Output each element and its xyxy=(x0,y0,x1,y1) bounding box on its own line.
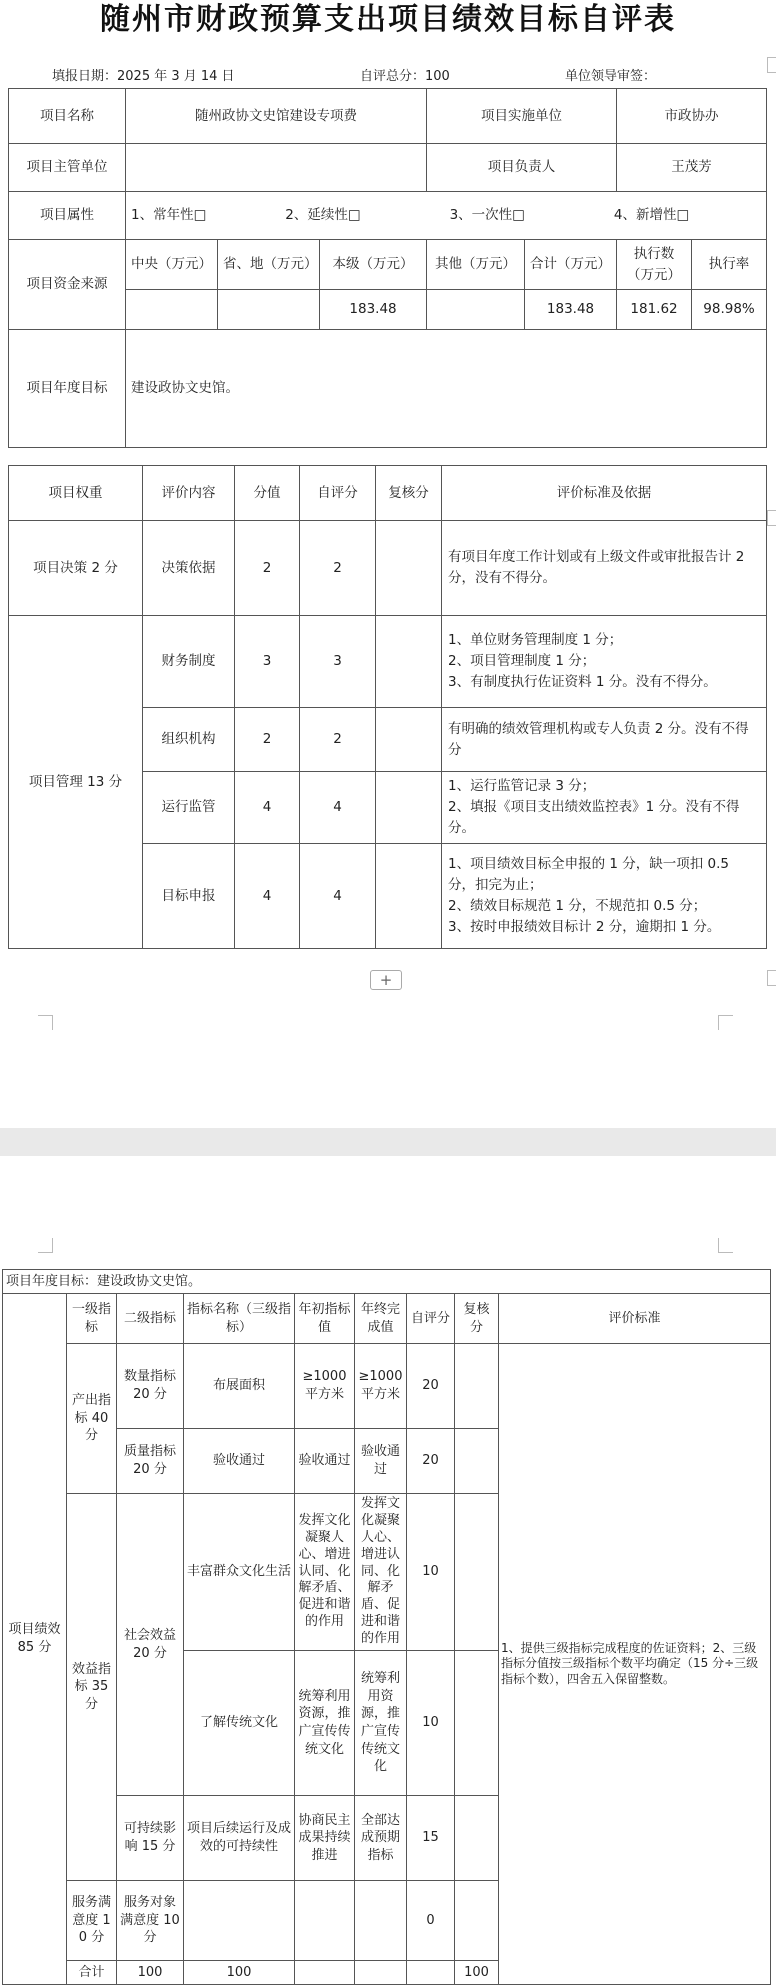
decision-self: 2 xyxy=(300,521,376,616)
perf-name: 验收通过 xyxy=(184,1429,295,1494)
eval-header: 评价标准及依据 xyxy=(442,466,767,521)
eval-header: 复核分 xyxy=(376,466,442,521)
effect-l1: 效益指标 35 分 xyxy=(67,1494,117,1881)
perf-l2: 服务对象满意度 10 分 xyxy=(117,1881,184,1961)
criteria-line: 1、单位财务管理制度 1 分； xyxy=(448,632,623,649)
perf-self: 10 xyxy=(407,1494,455,1651)
mgmt-self: 2 xyxy=(300,708,376,772)
criteria-line: 有明确的绩效管理机构或专人负责 2 分。没有不得分 xyxy=(448,720,749,758)
mgmt-criteria xyxy=(442,708,767,772)
decision-content: 决策依据 xyxy=(143,521,235,616)
leader-review: 单位领导审签： xyxy=(565,69,657,84)
perf-init xyxy=(295,1881,355,1961)
mgmt-review[interactable] xyxy=(376,708,442,772)
criteria-line: 3、有制度执行佐证资料 1 分。没有不得分。 xyxy=(448,673,717,690)
attr-option[interactable]: 2、延续性□ xyxy=(285,207,361,224)
perf-header: 二级指标 xyxy=(117,1294,184,1344)
perf-name: 丰富群众文化生活 xyxy=(184,1494,295,1651)
service-l1: 服务满意度 10 分 xyxy=(67,1881,117,1961)
perf-header: 年初指标值 xyxy=(295,1294,355,1344)
perf-self: 15 xyxy=(407,1796,455,1881)
perf-header: 指标名称（三级指标） xyxy=(184,1294,295,1344)
fund-label: 项目资金来源 xyxy=(9,240,126,330)
dept-label: 项目主管单位 xyxy=(9,144,126,192)
perf-header: 年终完成值 xyxy=(355,1294,407,1344)
decision-review[interactable] xyxy=(376,521,442,616)
fund-value xyxy=(427,290,525,330)
basic-info-table xyxy=(8,88,767,448)
impl-unit-label: 项目实施单位 xyxy=(427,89,617,144)
fund-header: 执行数（万元） xyxy=(617,240,692,290)
total-l2: 100 xyxy=(184,1961,295,1985)
output-l1: 产出指标 40 分 xyxy=(67,1344,117,1494)
owner-label: 项目负责人 xyxy=(427,144,617,192)
total-empty xyxy=(407,1961,455,1985)
mgmt-content: 组织机构 xyxy=(143,708,235,772)
mgmt-review[interactable] xyxy=(376,772,442,844)
total-score: 自评总分：100 xyxy=(360,69,450,84)
goal-label: 项目年度目标 xyxy=(9,330,126,448)
fund-header: 中央（万元） xyxy=(126,240,218,290)
fund-header: 合计（万元） xyxy=(525,240,617,290)
mgmt-self: 3 xyxy=(300,616,376,708)
attr-options xyxy=(126,192,767,240)
eval-header: 分值 xyxy=(235,466,300,521)
fill-date: 填报日期：2025 年 3 月 14 日 xyxy=(52,69,235,84)
scroll-marker[interactable] xyxy=(767,970,776,986)
perf-criteria: 1、提供三级指标完成程度的佐证资料；2、三级指标分值按三级指标个数平均确定（15 分÷三级指标个数），四舍五入保留整数。 xyxy=(499,1344,771,1985)
mgmt-score: 4 xyxy=(235,844,300,949)
fund-value: 183.48 xyxy=(320,290,427,330)
decision-criteria: 有项目年度工作计划或有上级文件或审批报告计 2 分，没有不得分。 xyxy=(442,521,767,616)
impl-unit-value: 市政协办 xyxy=(617,89,767,144)
scroll-marker[interactable] xyxy=(767,510,776,526)
mgmt-self: 4 xyxy=(300,772,376,844)
eval-header: 自评分 xyxy=(300,466,376,521)
fund-value: 183.48 xyxy=(525,290,617,330)
perf-l2: 社会效益 20 分 xyxy=(117,1494,184,1796)
page-corner-mark xyxy=(718,1238,733,1253)
page-corner-mark xyxy=(38,1238,53,1253)
perf-name: 了解传统文化 xyxy=(184,1651,295,1796)
fund-value: 98.98% xyxy=(692,290,767,330)
dept-value xyxy=(126,144,427,192)
perf-name: 布展面积 xyxy=(184,1344,295,1429)
mgmt-review[interactable] xyxy=(376,844,442,949)
perf-l2: 可持续影响 15 分 xyxy=(117,1796,184,1881)
perf-self: 20 xyxy=(407,1429,455,1494)
perf-review[interactable] xyxy=(455,1796,499,1881)
perf-self: 10 xyxy=(407,1651,455,1796)
mgmt-content: 目标申报 xyxy=(143,844,235,949)
mgmt-score: 4 xyxy=(235,772,300,844)
criteria-line: 2、项目管理制度 1 分； xyxy=(448,653,596,670)
scroll-marker[interactable] xyxy=(767,57,776,73)
perf-init: 协商民主成果持续推进 xyxy=(295,1796,355,1881)
project-name-label: 项目名称 xyxy=(9,89,126,144)
fund-value xyxy=(218,290,320,330)
fund-header: 省、地（万元） xyxy=(218,240,320,290)
document-title: 随州市财政预算支出项目绩效目标自评表 xyxy=(100,2,676,37)
perf-group: 项目绩效 85 分 xyxy=(3,1294,67,1985)
decision-group: 项目决策 2 分 xyxy=(9,521,143,616)
total-empty xyxy=(355,1961,407,1985)
perf-final: 发挥文化凝聚人心、增进认同、化解矛盾、促进和谐的作用 xyxy=(355,1494,407,1651)
mgmt-review[interactable] xyxy=(376,616,442,708)
owner-value: 王茂芳 xyxy=(617,144,767,192)
perf-review[interactable] xyxy=(455,1881,499,1961)
criteria-line: 1、运行监管记录 3 分； xyxy=(448,778,596,795)
perf-header: 自评分 xyxy=(407,1294,455,1344)
perf-final xyxy=(355,1881,407,1961)
mgmt-criteria xyxy=(442,616,767,708)
fund-header: 其他（万元） xyxy=(427,240,525,290)
mgmt-content: 财务制度 xyxy=(143,616,235,708)
project-name-value: 随州政协文史馆建设专项费 xyxy=(126,89,427,144)
attr-option[interactable]: 3、一次性□ xyxy=(449,207,525,224)
fund-header: 执行率 xyxy=(692,240,767,290)
eval-header: 评价内容 xyxy=(143,466,235,521)
perf-review[interactable] xyxy=(455,1651,499,1796)
attr-label: 项目属性 xyxy=(9,192,126,240)
perf-init: ≥1000 平方米 xyxy=(295,1344,355,1429)
total-label: 合计 xyxy=(67,1961,117,1985)
expand-button[interactable]: + xyxy=(370,970,402,990)
mgmt-content: 运行监管 xyxy=(143,772,235,844)
goal-value: 建设政协文史馆。 xyxy=(126,330,767,448)
mgmt-score: 2 xyxy=(235,708,300,772)
criteria-line: 2、绩效目标规范 1 分，不规范扣 0.5 分； xyxy=(448,898,707,914)
perf-self: 20 xyxy=(407,1344,455,1429)
page-corner-mark xyxy=(38,1015,53,1030)
perf-final: 全部达成预期指标 xyxy=(355,1796,407,1881)
perf-init: 发挥文化凝聚人心、增进认同、化解矛盾、促进和谐的作用 xyxy=(295,1494,355,1651)
perf-name: 项目后续运行及成效的可持续性 xyxy=(184,1796,295,1881)
perf-review[interactable] xyxy=(455,1494,499,1651)
page-corner-mark xyxy=(718,1015,733,1030)
eval-header: 项目权重 xyxy=(9,466,143,521)
perf-goal-row: 项目年度目标：建设政协文史馆。 xyxy=(3,1270,771,1294)
criteria-line: 3、按时申报绩效目标计 2 分，逾期扣 1 分。 xyxy=(448,918,721,935)
fund-header: 本级（万元） xyxy=(320,240,427,290)
fund-value xyxy=(126,290,218,330)
total-self: 100 xyxy=(455,1961,499,1985)
perf-review[interactable] xyxy=(455,1344,499,1429)
attr-option[interactable]: 4、新增性□ xyxy=(613,207,690,224)
criteria-line: 2、填报《项目支出绩效监控表》1 分。没有不得分。 xyxy=(448,799,740,836)
page-gap xyxy=(0,1128,776,1156)
decision-score: 2 xyxy=(235,521,300,616)
mgmt-criteria xyxy=(442,844,767,949)
perf-final: 统筹利用资源，推广宣传传统文化 xyxy=(355,1651,407,1796)
mgmt-criteria xyxy=(442,772,767,844)
total-empty xyxy=(295,1961,355,1985)
performance-table xyxy=(2,1269,771,1985)
perf-l2: 数量指标 20 分 xyxy=(117,1344,184,1429)
evaluation-table xyxy=(8,465,767,949)
fund-value: 181.62 xyxy=(617,290,692,330)
total-l1: 100 xyxy=(117,1961,184,1985)
page-2 xyxy=(0,1156,776,1988)
attr-option[interactable]: 1、常年性□ xyxy=(131,207,207,224)
perf-self: 0 xyxy=(407,1881,455,1961)
mgmt-score: 3 xyxy=(235,616,300,708)
criteria-line: 1、项目绩效目标全申报的 1 分，缺一项扣 0.5 分，扣完为止； xyxy=(448,856,730,894)
perf-review[interactable] xyxy=(455,1429,499,1494)
management-group: 项目管理 13 分 xyxy=(9,616,143,949)
perf-header: 评价标准 xyxy=(499,1294,771,1344)
perf-header: 一级指标 xyxy=(67,1294,117,1344)
perf-final: ≥1000 平方米 xyxy=(355,1344,407,1429)
perf-name xyxy=(184,1881,295,1961)
perf-header: 复核分 xyxy=(455,1294,499,1344)
perf-l2: 质量指标 20 分 xyxy=(117,1429,184,1494)
mgmt-self: 4 xyxy=(300,844,376,949)
perf-init: 验收通过 xyxy=(295,1429,355,1494)
perf-init: 统筹利用资源，推广宣传传统文化 xyxy=(295,1651,355,1796)
perf-final: 验收通过 xyxy=(355,1429,407,1494)
